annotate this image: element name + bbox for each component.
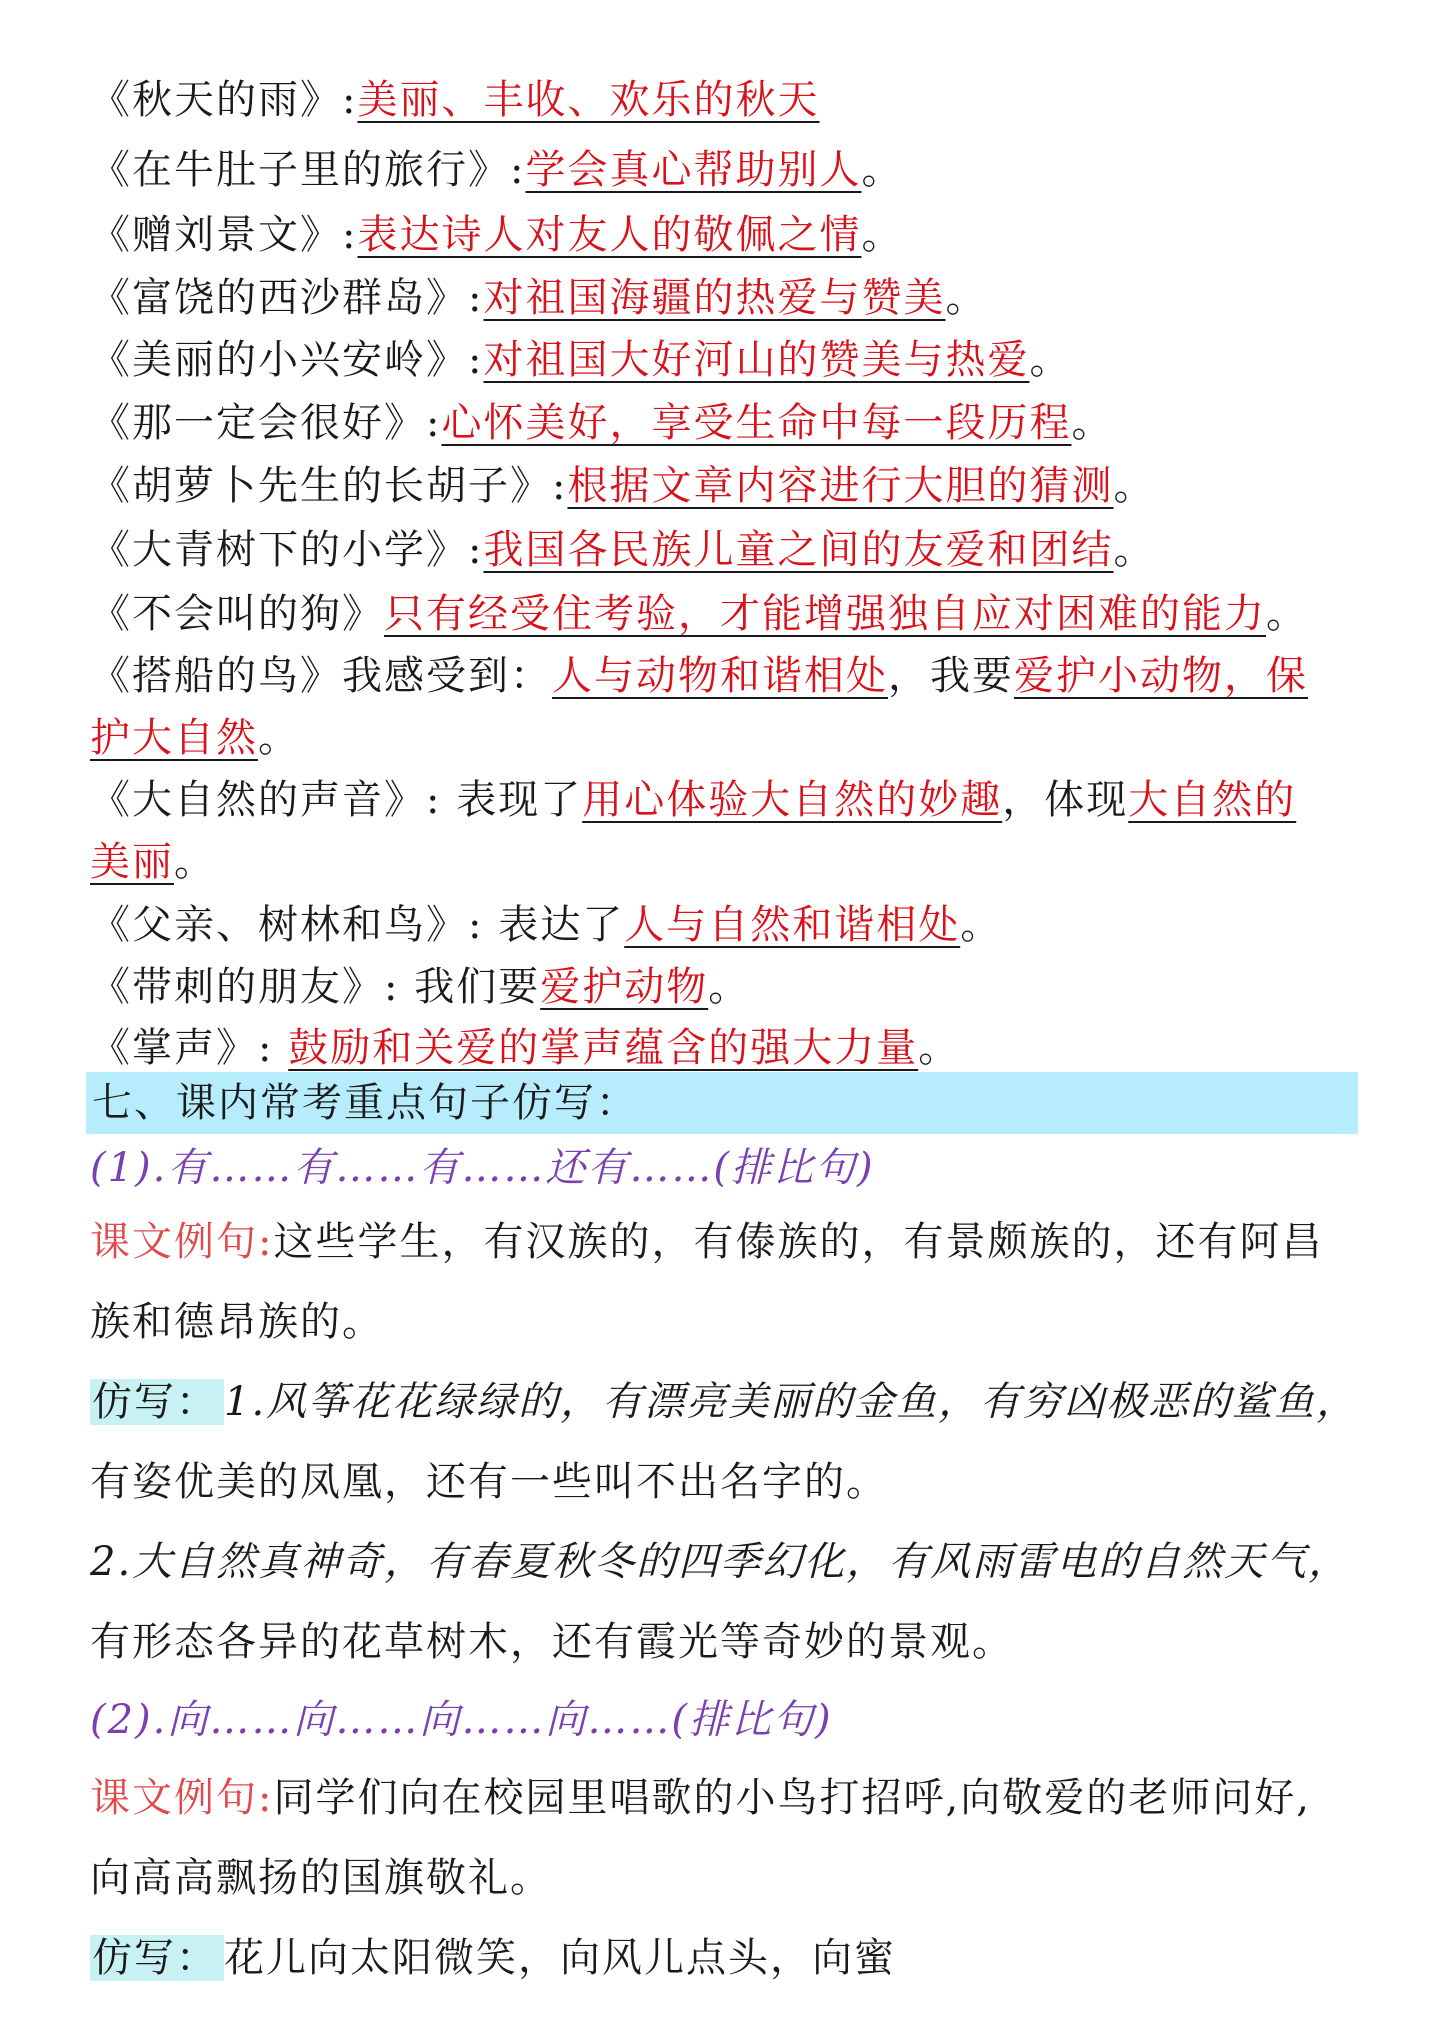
- summary-line: [90, 708, 1360, 768]
- connector-text: 。: [1029, 337, 1072, 383]
- lesson-title: 《美丽的小兴安岭》:: [90, 337, 484, 383]
- lesson-title: 《不会叫的狗》: [90, 591, 384, 637]
- answer-text: 鼓励和关爱的掌声蕴含的强大力量: [288, 1025, 919, 1071]
- summary-line: [90, 832, 1360, 892]
- imitation-1-line-3: 2.大自然真神奇，有春夏秋冬的四季幻化，有风雨雷电的自然天气，: [90, 1539, 1351, 1585]
- connector-text: 。: [960, 902, 1003, 948]
- summary-line: [90, 140, 1360, 200]
- lesson-title: 《搭船的鸟》我感受到：: [90, 653, 552, 699]
- answer-text: 我国各民族儿童之间的友爱和团结: [483, 527, 1114, 573]
- example-label: 课文例句:: [90, 1775, 274, 1821]
- answer-text: 对祖国大好河山的赞美与热爱: [483, 337, 1030, 383]
- example-2-line-2: 向高高飘扬的国旗敬礼。: [90, 1855, 552, 1901]
- connector-text: 。: [918, 1025, 961, 1071]
- answer-text: 人与动物和谐相处: [552, 653, 888, 699]
- connector-text: 。: [861, 212, 904, 258]
- lesson-title: 《胡萝卜先生的长胡子》:: [90, 463, 568, 509]
- imitation-1-line-4: 有形态各异的花草树木，还有霞光等奇妙的景观。: [90, 1619, 1014, 1665]
- imitation-1-line-2: 有姿优美的凤凰，还有一些叫不出名字的。: [90, 1459, 888, 1505]
- example-1-line-1: [90, 1212, 1360, 1272]
- connector-text: 。: [1071, 400, 1114, 446]
- imitation-1-line-1: [90, 1372, 1360, 1432]
- connector-text: 表达了: [483, 902, 625, 948]
- summary-line: [90, 330, 1360, 390]
- lesson-title: 《秋天的雨》:: [90, 77, 358, 123]
- example-2-line-1: [90, 1768, 1360, 1828]
- summary-line: [90, 205, 1360, 265]
- answer-text: 爱护小动物，保: [1014, 653, 1308, 699]
- example-1-line-2: 族和德昂族的。: [90, 1299, 384, 1345]
- answer-text: 心怀美好，享受生命中每一段历程: [441, 400, 1072, 446]
- pattern-2-title: (2).向……向……向……向……(排比句): [90, 1697, 833, 1743]
- summary-line: [90, 584, 1360, 644]
- answer-text: 根据文章内容进行大胆的猜测: [567, 463, 1114, 509]
- imitation-2-line-1: [90, 1928, 1360, 1988]
- summary-line: [90, 770, 1360, 830]
- lesson-title: 《那一定会很好》:: [90, 400, 442, 446]
- connector-text: 。: [174, 839, 216, 885]
- answer-text: 美丽、丰收、欢乐的秋天: [357, 77, 820, 123]
- summary-line: [90, 393, 1360, 453]
- summary-line: [90, 268, 1360, 328]
- lesson-title: 《大自然的声音》:: [90, 777, 442, 823]
- connector-text: 。: [861, 147, 904, 193]
- lesson-title: 《在牛肚子里的旅行》:: [90, 147, 526, 193]
- summary-line: [90, 957, 1360, 1017]
- connector-text: 。: [1113, 527, 1156, 573]
- lesson-title: 《父亲、树林和鸟》:: [90, 902, 484, 948]
- answer-text: 美丽: [90, 839, 174, 885]
- answer-text: 学会真心帮助别人: [525, 147, 862, 193]
- lesson-title: 《掌声》:: [90, 1025, 274, 1071]
- answer-text: 对祖国海疆的热爱与赞美: [483, 275, 946, 321]
- connector-text: ，我要: [888, 653, 1014, 699]
- lesson-title: 《富饶的西沙群岛》:: [90, 275, 484, 321]
- connector-text: 。: [1266, 591, 1308, 637]
- summary-line: [90, 895, 1360, 955]
- connector-text: 。: [708, 964, 751, 1010]
- summary-line: [90, 1018, 1360, 1078]
- answer-text: 用心体验大自然的妙趣: [582, 777, 1003, 823]
- lesson-title: 《带刺的朋友》:: [90, 964, 400, 1010]
- connector-text: 我们要: [399, 964, 541, 1010]
- connector-text: 。: [258, 715, 300, 761]
- summary-line: [90, 520, 1360, 580]
- connector-text: 。: [945, 275, 988, 321]
- example-1-text: 这些学生，有汉族的，有傣族的，有景颇族的，还有阿昌: [273, 1219, 1324, 1265]
- imitation-1-text: 1.风筝花花绿绿的，有漂亮美丽的金鱼，有穷凶极恶的鲨鱼，: [224, 1379, 1359, 1425]
- answer-text: 表达诗人对友人的敬佩之情: [357, 212, 862, 258]
- answer-text: 大自然的: [1128, 777, 1297, 823]
- pattern-1-title: (1).有……有……有……还有……(排比句): [90, 1145, 875, 1191]
- example-label: 课文例句:: [90, 1219, 274, 1265]
- connector-text: ，体现: [1002, 777, 1129, 823]
- section-heading: 七、课内常考重点句子仿写：: [92, 1080, 638, 1126]
- answer-text: 人与自然和谐相处: [624, 902, 961, 948]
- summary-line: [90, 646, 1360, 706]
- connector-text: [273, 1025, 288, 1071]
- answer-text: 爱护动物: [540, 964, 709, 1010]
- summary-line: [90, 70, 1360, 130]
- lesson-title: 《赠刘景文》:: [90, 212, 358, 258]
- lesson-title: 《大青树下的小学》:: [90, 527, 484, 573]
- answer-text: 护大自然: [90, 715, 258, 761]
- connector-text: 表现了: [441, 777, 583, 823]
- example-2-text: 同学们向在校园里唱歌的小鸟打招呼,向敬爱的老师问好,: [273, 1775, 1311, 1821]
- summary-line: [90, 456, 1360, 516]
- imitation-2-text: 花儿向太阳微笑，向风儿点头，向蜜: [224, 1935, 896, 1981]
- imitation-label: 仿写：: [90, 1935, 224, 1981]
- connector-text: 。: [1113, 463, 1156, 509]
- imitation-label: 仿写：: [90, 1379, 224, 1425]
- answer-text: 只有经受住考验，才能增强独自应对困难的能力: [384, 591, 1266, 637]
